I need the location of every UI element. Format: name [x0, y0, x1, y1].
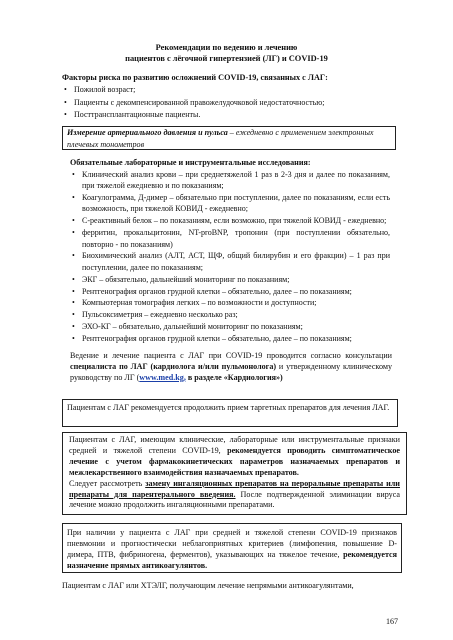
measurement-dash: – [227, 128, 236, 137]
bullet-icon: • [72, 251, 75, 261]
bullet-icon: • [64, 110, 67, 120]
lab-heading: Обязательные лабораторные и инструментальные исследования: [70, 158, 311, 167]
list-item [70, 169, 390, 192]
bullet-icon: • [72, 334, 75, 344]
risk-factors-heading: Факторы риска по развитию осложнений COVID-19, связанных с ЛАГ: [62, 73, 328, 82]
bullet-icon: • [72, 193, 75, 203]
list-item [62, 97, 402, 110]
list-item [70, 274, 390, 285]
targeted-therapy-text: Пациентам с ЛАГ рекомендуется продолжить прием таргетных препаратов для лечения ЛАГ. [67, 403, 390, 412]
box3-bold-2: замену ингаляционных препаратов на пероральные препараты или препараты для парентерального введения. [69, 478, 400, 499]
list-item [70, 250, 390, 273]
bullet-icon: • [64, 97, 67, 107]
closing-paragraph: Пациентам с ЛАГ или ХТЭЛГ, получающим лечение непрямыми антикоагулянтами, [62, 581, 354, 590]
bullet-icon: • [64, 85, 67, 94]
list-item [70, 309, 390, 320]
box4-bold: рекомендуется назначение прямых антикоагулянтов. [67, 550, 397, 570]
consultation-paragraph [70, 351, 392, 383]
measurement-bold: Измерение артериального давления и пульса [67, 128, 228, 137]
bullet-icon: • [72, 170, 75, 179]
bullet-icon: • [72, 228, 75, 238]
page-title [60, 42, 393, 64]
list-item-text: Рентгенография органов грудной клетки – обязательно, далее – по показаниям; [82, 286, 352, 296]
consult-bold-1: специалиста по ЛАГ (кардиолога и/или пульмонолога) [70, 361, 277, 371]
list-item [70, 297, 390, 308]
list-item-text: Клинический анализ крови – при среднетяжелой 1 раз в 2-3 дня и далее по показаниям, при тяжелой ежедневно и по показаниям; [82, 170, 390, 191]
list-item-text: Посттрансплантационные пациенты. [74, 110, 201, 120]
list-item-text: С-реактивный белок – по показаниям, если возможно, при тяжелой КОВИД - ежедневно; [82, 216, 387, 226]
targeted-therapy-box [62, 399, 398, 427]
box3-bold-1: рекомендуется проводить симптоматическое лечение с учетом фармакокинетических параметров назначаемых препаратов и межлекарственного взаимодействия назначаемых препаратов. [69, 445, 400, 477]
list-item-text: Пожилой возраст; [74, 85, 136, 94]
list-item-text: ферритин, прокальцитонин, NT-proBNP, тропонин (при поступлении обязательно, повторно - по показаниям) [82, 228, 390, 249]
symptomatic-treatment-box [62, 432, 407, 515]
list-item [70, 227, 390, 250]
list-item [62, 109, 402, 122]
risk-factors-list [62, 84, 402, 122]
consult-text-2: и утвержденному клиническому руководству по ЛГ ( [70, 361, 392, 382]
lab-list [70, 169, 390, 345]
anticoagulant-box [62, 523, 402, 573]
list-item [70, 192, 390, 215]
list-item-text: Рентгенография органов грудной клетки – обязательно, далее – по показаниям; [82, 334, 352, 344]
box3-text-3: После подтвержденной элиминации вируса лечение можно продолжить ингаляционными препаратами. [69, 489, 400, 510]
list-item [70, 333, 390, 344]
list-item-text: ЭХО-КГ – обязательно, дальнейший мониторинг по показаниям; [82, 322, 303, 332]
list-item [70, 321, 390, 332]
bullet-icon: • [72, 216, 75, 226]
bullet-icon: • [72, 310, 75, 320]
list-item-text: Биохимический анализ (АЛТ, АСТ, ЩФ, общий билирубин и его фракции) – 1 раз при поступлении, далее по показаниям; [82, 251, 390, 272]
box4-text: При наличии у пациента с ЛАГ при средней и тяжелой степени COVID-19 признаков пневмонии и прогностически неблагоприятных критериев (лимфопения, повышение D-димера, ПТВ, фибриногена, ферментов), указывающих на тяжелое течение, [67, 528, 397, 559]
med-kg-link[interactable]: www.med.kg, [139, 372, 186, 382]
consult-text-1: Ведение и лечение пациента с ЛАГ при COVID-19 проводится согласно консультации [70, 351, 392, 360]
list-item-text: Пациенты с декомпенсированной правожелудочковой недостаточностью; [74, 97, 325, 107]
title-line-1: Рекомендации по ведению и лечению [155, 43, 298, 52]
list-item-text: Пульсоксиметрия – ежедневно несколько раз; [82, 310, 238, 320]
consult-bold-2: в разделе «Кардиология») [185, 372, 283, 382]
measurement-italic: ежедневно с применением электронных плечевых тонометров [67, 128, 374, 149]
bullet-icon: • [72, 274, 75, 284]
list-item [70, 286, 390, 297]
box3-text-1: Пациентам с ЛАГ, имеющим клинические, лабораторные или инструментальные признаки средней и тяжелой степени COVID-19, [69, 435, 400, 455]
list-item [70, 215, 390, 226]
bullet-icon: • [72, 286, 75, 296]
list-item-text: ЭКГ – обязательно, дальнейший мониторинг по показаниям; [82, 274, 290, 284]
box3-text-2: Следует рассмотреть [69, 478, 146, 488]
measurement-box [62, 126, 396, 150]
list-item [62, 84, 402, 97]
page-number: 167 [386, 617, 398, 626]
list-item-text: Компьютерная томография легких – по возможности и доступности; [82, 298, 317, 308]
bullet-icon: • [72, 322, 75, 332]
title-line-2: пациентов с лёгочной гипертензией (ЛГ) и COVID-19 [125, 54, 328, 63]
bullet-icon: • [72, 298, 75, 308]
list-item-text: Коагулограмма, Д-димер – обязательно при поступлении, далее по показаниям, если есть возможность, при тяжелой КОВИД - ежедневно; [82, 193, 390, 214]
